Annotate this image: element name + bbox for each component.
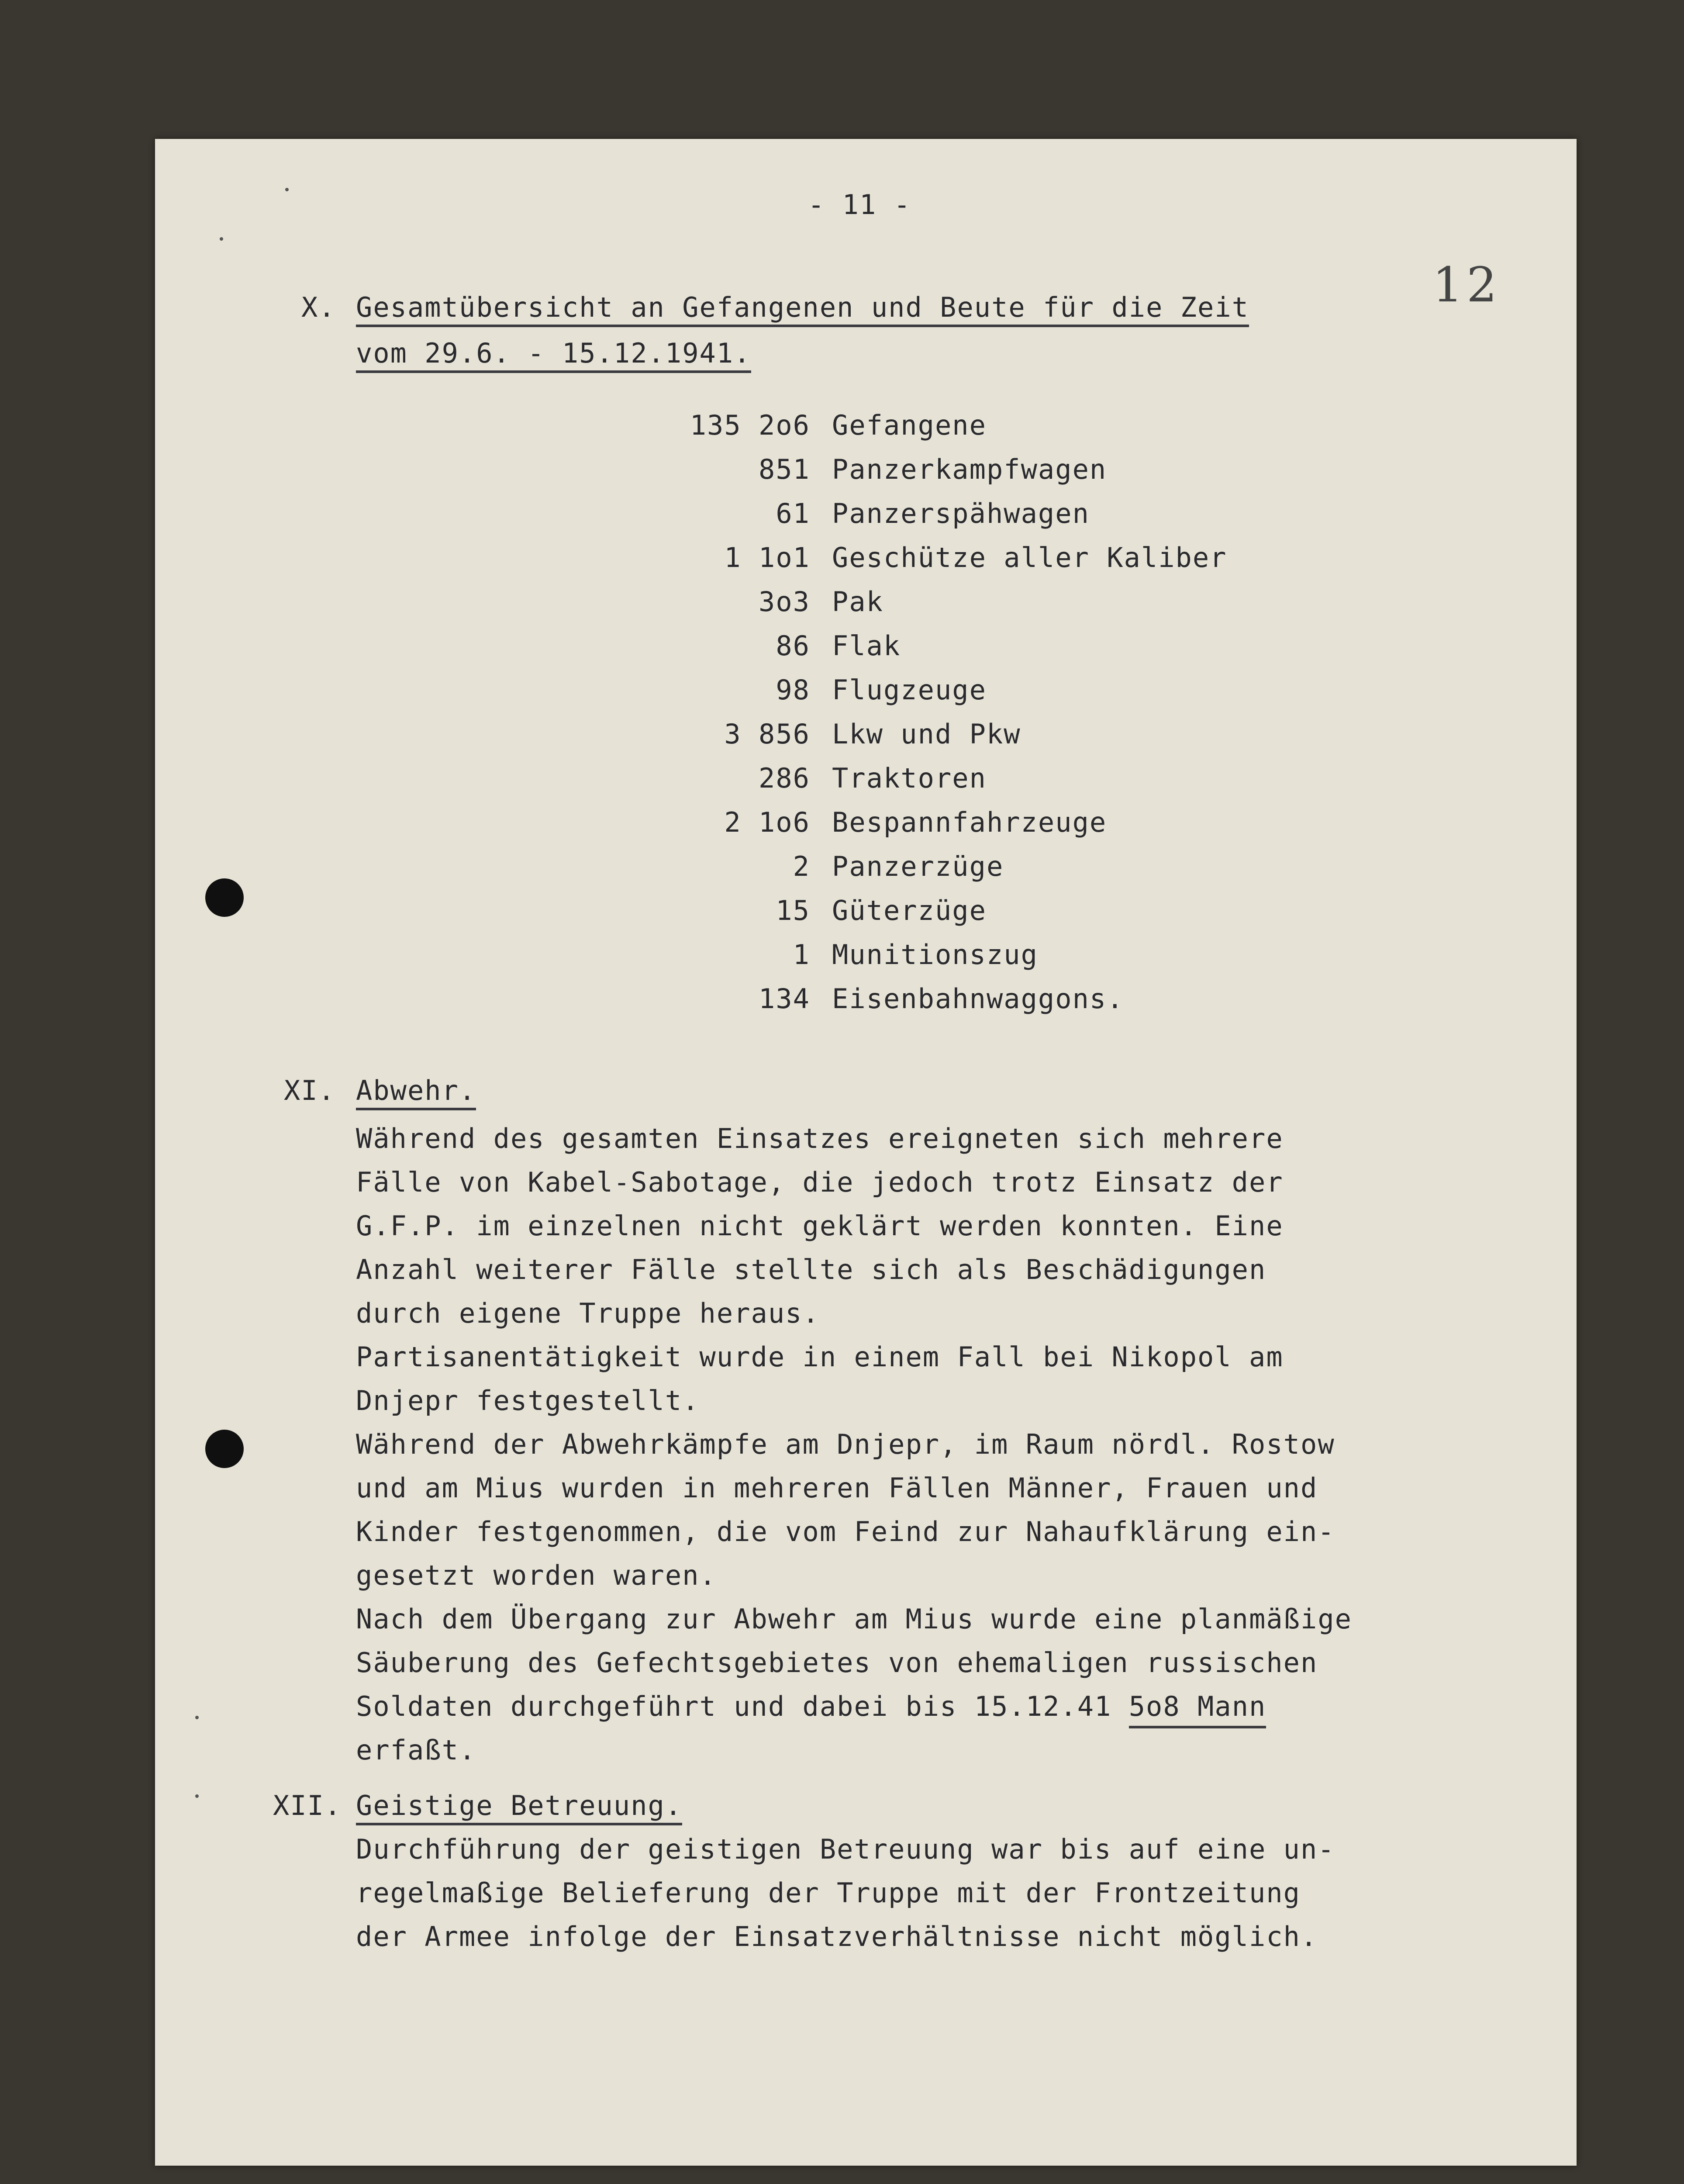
paper-speck — [195, 1716, 199, 1719]
body-line: Anzahl weiterer Fälle stellte sich als Beschädigungen — [356, 1254, 1266, 1286]
body-line: gesetzt worden waren. — [356, 1559, 717, 1591]
section-x-title-line1: Gesamtübersicht an Gefangenen und Beute für die Zeit — [356, 294, 1249, 327]
item-label: Geschütze aller Kaliber — [832, 542, 1227, 574]
item-label: Panzerspähwagen — [832, 498, 1090, 529]
body-line — [356, 1690, 1266, 1722]
punch-hole — [205, 878, 244, 917]
body-line: G.F.P. im einzelnen nicht geklärt werden konnten. Eine — [356, 1210, 1284, 1242]
page-number: - 11 - — [808, 189, 911, 221]
item-label: Flugzeuge — [832, 674, 987, 706]
item-count: 15 — [776, 895, 810, 926]
item-label: Flak — [832, 630, 901, 662]
item-label: Eisenbahnwaggons. — [832, 983, 1124, 1015]
paper-speck — [220, 237, 223, 241]
item-count: 286 — [759, 762, 810, 794]
section-xii-title: Geistige Betreuung. — [356, 1792, 682, 1825]
item-count: 134 — [759, 983, 810, 1015]
item-count: 2 — [793, 850, 810, 882]
item-label: Traktoren — [832, 762, 987, 794]
item-count: 3o3 — [759, 586, 810, 618]
section-x-title-line2: vom 29.6. - 15.12.1941. — [356, 340, 751, 373]
underlined-count: 5o8 Mann — [1129, 1690, 1266, 1728]
item-label: Güterzüge — [832, 895, 987, 926]
item-count: 2 1o6 — [724, 806, 810, 838]
item-label: Munitionszug — [832, 939, 1038, 971]
body-line: Partisanentätigkeit wurde in einem Fall bei Nikopol am — [356, 1341, 1284, 1373]
item-count: 1 1o1 — [724, 542, 810, 574]
item-count: 86 — [776, 630, 810, 662]
body-line: Während der Abwehrkämpfe am Dnjepr, im Raum nördl. Rostow — [356, 1428, 1335, 1460]
item-count: 3 856 — [724, 718, 810, 750]
body-line-text: Soldaten durchgeführt und dabei bis 15.12.41 — [356, 1690, 1129, 1722]
section-xi-title: Abwehr. — [356, 1077, 476, 1110]
item-count: 98 — [776, 674, 810, 706]
body-line: Fälle von Kabel-Sabotage, die jedoch trotz Einsatz der — [356, 1166, 1284, 1198]
section-xi-numeral: XI. — [284, 1075, 335, 1106]
body-line: Durchführung der geistigen Betreuung war bis auf eine un- — [356, 1833, 1335, 1865]
item-count: 135 2o6 — [690, 409, 810, 441]
item-label: Pak — [832, 586, 883, 618]
paper-speck — [285, 188, 289, 191]
item-label: Panzerkampfwagen — [832, 453, 1107, 485]
item-label: Bespannfahrzeuge — [832, 806, 1107, 838]
body-line: regelmaßige Belieferung der Truppe mit der Frontzeitung — [356, 1877, 1301, 1909]
section-x-numeral: X. — [301, 291, 336, 323]
archive-number: 12 — [1432, 257, 1501, 313]
body-line: und am Mius wurden in mehreren Fällen Männer, Frauen und — [356, 1472, 1318, 1504]
body-line: Säuberung des Gefechtsgebietes von ehemaligen russischen — [356, 1647, 1318, 1679]
body-line: durch eigene Truppe heraus. — [356, 1297, 820, 1329]
item-count: 61 — [776, 498, 810, 529]
body-line: Nach dem Übergang zur Abwehr am Mius wurde eine planmäßige — [356, 1603, 1352, 1635]
document-page — [155, 139, 1577, 2166]
body-line: Kinder festgenommen, die vom Feind zur Nahaufklärung ein- — [356, 1516, 1335, 1548]
body-line: erfaßt. — [356, 1734, 476, 1766]
item-label: Gefangene — [832, 409, 987, 441]
body-line: Während des gesamten Einsatzes ereigneten sich mehrere — [356, 1123, 1284, 1154]
paper-speck — [195, 1794, 199, 1798]
punch-hole — [205, 1430, 244, 1468]
item-count: 851 — [759, 453, 810, 485]
body-line: der Armee infolge der Einsatzverhältnisse nicht möglich. — [356, 1921, 1318, 1952]
item-label: Lkw und Pkw — [832, 718, 1021, 750]
item-label: Panzerzüge — [832, 850, 1004, 882]
body-line: Dnjepr festgestellt. — [356, 1385, 700, 1417]
item-count: 1 — [793, 939, 810, 971]
section-xii-numeral: XII. — [273, 1790, 342, 1821]
